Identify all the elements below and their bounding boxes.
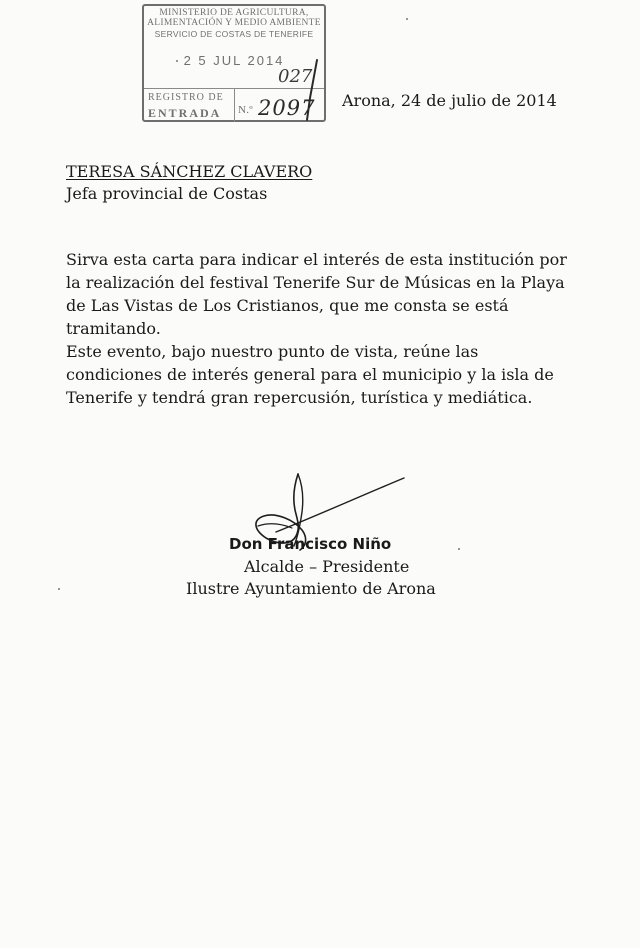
signatory-name: Don Francisco Niño [229,535,392,553]
scan-speck [406,18,408,20]
handwritten-entry-number: 2097 [258,96,316,120]
body-line: tramitando. [66,319,161,338]
stamp-ministry-line1: MINISTERIO DE AGRICULTURA, [159,8,309,18]
stamp-registro-label: REGISTRO DE [148,92,224,103]
recipient-name: TERESA SÁNCHEZ CLAVERO [66,162,313,181]
recipient-title: Jefa provincial de Costas [66,184,268,203]
scan-speck [58,588,60,590]
body-line: de Las Vistas de Los Cristianos, que me consta se está [66,296,509,315]
body-line: Este evento, bajo nuestro punto de vista, reúne las [66,342,479,361]
handwritten-reference: 027 [278,66,313,87]
stamp-date: 2 5 JUL 2014 [183,53,285,68]
stamp-vertical-divider [234,88,235,122]
stamp-ministry-line2: ALIMENTACIÓN Y MEDIO AMBIENTE [147,18,321,28]
body-line: la realización del festival Tenerife Sur de Músicas en la Playa [66,273,565,292]
stamp-number-label: N.º [238,104,254,116]
stamp-entrada-label: ENTRADA [148,106,222,120]
body-line: condiciones de interés general para el municipio y la isla de [66,365,554,384]
scan-speck [176,60,178,62]
handwritten-slash-mark [304,58,320,124]
signatory-institution: Ilustre Ayuntamiento de Arona [186,579,436,598]
letter-body [66,248,566,409]
letter-date: Arona, 24 de julio de 2014 [342,91,557,110]
scan-speck [458,548,460,550]
signatory-role: Alcalde – Presidente [244,557,410,576]
body-line: Sirva esta carta para indicar el interés de esta institución por [66,250,567,269]
body-line: Tenerife y tendrá gran repercusión, turística y mediática. [66,388,533,407]
stamp-service: SERVICIO DE COSTAS DE TENERIFE [154,29,314,39]
